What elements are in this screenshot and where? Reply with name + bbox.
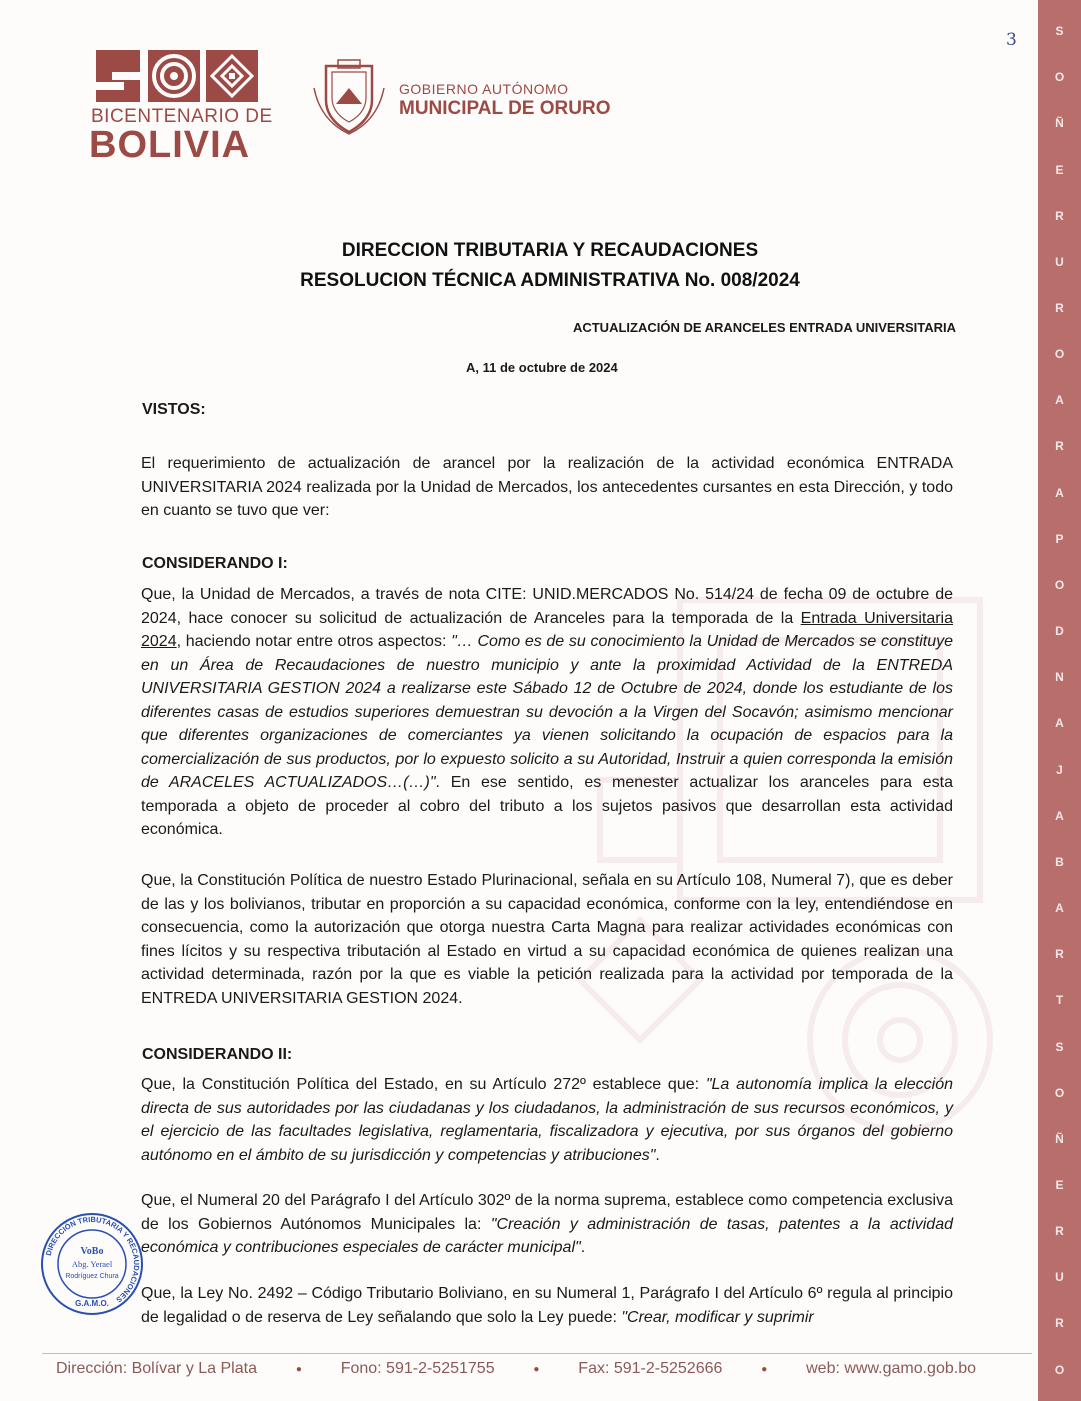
document-title-line2: RESOLUCION TÉCNICA ADMINISTRATIVA No. 008/2024 [300,270,800,291]
approval-stamp [38,1210,146,1318]
considerando-2-paragraph-2: Que, el Numeral 20 del Parágrafo I del Artículo 302º de la norma suprema, establece como competencia exclusiva de los Gobiernos Autónomos Municipales la: "Creación y administración de tasas, patentes a la actividad económica y contribuciones especiales de carácter municipal". [141,1192,953,1256]
footer-divider [42,1353,1032,1354]
sidebar-letter: O [1054,577,1065,592]
svg-text:G.A.M.O.: G.A.M.O. [75,1299,109,1308]
sidebar-letter: U [1055,254,1064,269]
svg-text:VoBo: VoBo [80,1246,104,1257]
footer-separator: ● [761,1363,768,1375]
footer-separator: ● [295,1363,302,1375]
svg-text:DIRECCIÓN TRIBUTARIA Y RECAUDA: DIRECCIÓN TRIBUTARIA Y RECAUDACIONES [43,1214,142,1305]
sidebar-letter: R [1055,301,1064,316]
bicentenario-text-line1: BICENTENARIO DE [91,106,273,127]
footer-separator: ● [533,1363,540,1375]
sidebar-letter: R [1055,947,1064,962]
gobierno-text-line1: GOBIERNO AUTÓNOMO [399,81,569,97]
sidebar-motto-band [1038,0,1081,1401]
considerando-1-paragraph-1: Que, la Unidad de Mercados, a través de nota CITE: UNID.MERCADOS No. 514/24 de fecha 09 de octubre de 2024, hace conocer su solicitud de actualización de Aranceles para la temporada de la Entrada Universitaria 2024, haciendo notar entre otros aspectos: "… Como es de su conocimiento la Unidad de Mercados se constituye en un Área de Recaudaciones de nuestro municipio y ante la proximidad Actividad de la ENTREDA UNIVERSITARIA GESTION 2024 a realizarse este Sábado 12 de Octubre de 2024, donde los estudiante de los diferentes casas de estudios superiores demuestran su devoción a la Virgen del Socavón; asimismo mencionar que diferentes organizaciones de comerciantes ya vienen solicitando la ocupación de espacios para la comercialización de sus productos, por lo expuesto solicito a su Autoridad, Instruir a quien corresponda la emisión de ARACELES ACTUALIZADOS…(…)". En ese sentido, es menester actualizar los aranceles para esta temporada a objeto de proceder al cobro del tributo a los sujetos pasivos que desarrollan esta actividad económica. [141,586,954,838]
sidebar-letter: O [1054,1362,1065,1377]
considerando-1-heading: CONSIDERANDO I: [142,555,288,572]
considerando-1-paragraph-2: Que, la Constitución Política de nuestro Estado Plurinacional, señala en su Artículo 108, Numeral 7), que es deber de las y los bolivianos, tributar en proporción a su capacidad económica, conforme con la ley, entendiéndose en consecuencia, como la autorización que otorga nuestra Carta Magna para realizar actividades económicas con fines lícitos y su respectiva tributación al Estado en virtud a su capacidad económica de quienes realizan una actividad determinada, razón por la que es viable la petición realizada para la actividad por temporada de la ENTREDA UNIVERSITARIA GESTION 2024. [141,872,953,1007]
sidebar-letter: A [1055,485,1064,500]
svg-text:Rodríguez Chura: Rodríguez Chura [65,1273,119,1280]
footer-fax: Fax: 591-2-5252666 [578,1360,723,1377]
sidebar-letter: B [1055,854,1064,869]
svg-text:Abg. Yerael: Abg. Yerael [71,1259,113,1269]
vistos-paragraph: El requerimiento de actualización de arancel por la realización de la actividad económica ENTRADA UNIVERSITARIA 2024 realizada por la Unidad de Mercados, los antecedentes cursantes en esta Dirección, y todo en cuanto se tuvo que ver: [141,455,953,519]
sidebar-letter: T [1055,993,1064,1008]
footer-contact-bar [56,1360,976,1378]
oruro-shield-icon [308,58,390,140]
gobierno-text-line2: MUNICIPAL DE ORURO [399,98,611,119]
vistos-heading: VISTOS: [142,401,206,418]
sidebar-letter: R [1055,208,1064,223]
considerando-2-heading: CONSIDERANDO II: [142,1046,293,1063]
sidebar-letter: S [1055,24,1064,39]
bicentenario-text-line2: BOLIVIA [89,124,251,166]
page-number: 3 [1006,30,1017,50]
sidebar-letter: R [1055,1316,1064,1331]
sidebar-letter: P [1055,531,1064,546]
sidebar-letter: S [1055,1039,1064,1054]
sidebar-letter: N [1055,670,1064,685]
sidebar-letter: O [1054,1085,1065,1100]
sidebar-letter: Ñ [1055,1131,1064,1146]
sidebar-letter: Ñ [1055,116,1064,131]
considerando-2-paragraph-3: Que, la Ley No. 2492 – Código Tributario Boliviano, en su Numeral 1, Parágrafo I del Artículo 6º regula al principio de legalidad o de reserva de Ley señalando que solo la Ley puede: "Crear, modificar y suprimir [141,1285,953,1326]
sidebar-letter: A [1055,901,1064,916]
sidebar-letter: D [1055,624,1064,639]
sidebar-letter: R [1055,439,1064,454]
footer-website: web: www.gamo.gob.bo [806,1360,976,1377]
sidebar-letter: E [1055,1177,1064,1192]
sidebar-letter: R [1055,1224,1064,1239]
document-subject: ACTUALIZACIÓN DE ARANCELES ENTRADA UNIVERSITARIA [572,320,956,335]
considerando-2-paragraph-1: Que, la Constitución Política del Estado, en su Artículo 272º establece que: "La autonomía implica la elección directa de sus autoridades por las ciudadanas y los ciudadanos, la administración de sus recursos económicos, y el ejercicio de las facultades legislativa, reglamentaria, fiscalizadora y ejecutiva, por sus órganos del gobierno autónomo en el ámbito de su jurisdicción y competencias y atribuciones". [141,1076,953,1164]
footer-phone: Fono: 591-2-5251755 [340,1360,495,1377]
sidebar-letter: A [1055,393,1064,408]
document-date: A, 11 de octubre de 2024 [466,360,618,375]
sidebar-letter: O [1054,347,1065,362]
sidebar-letter: A [1055,808,1064,823]
sidebar-letter: E [1055,162,1064,177]
sidebar-letter: J [1056,762,1063,777]
sidebar-letter: O [1054,70,1065,85]
sidebar-letter: U [1055,1270,1064,1285]
sidebar-letter: A [1055,716,1064,731]
footer-address: Dirección: Bolívar y La Plata [56,1360,257,1377]
document-title-line1: DIRECCION TRIBUTARIA Y RECAUDACIONES [341,240,759,261]
